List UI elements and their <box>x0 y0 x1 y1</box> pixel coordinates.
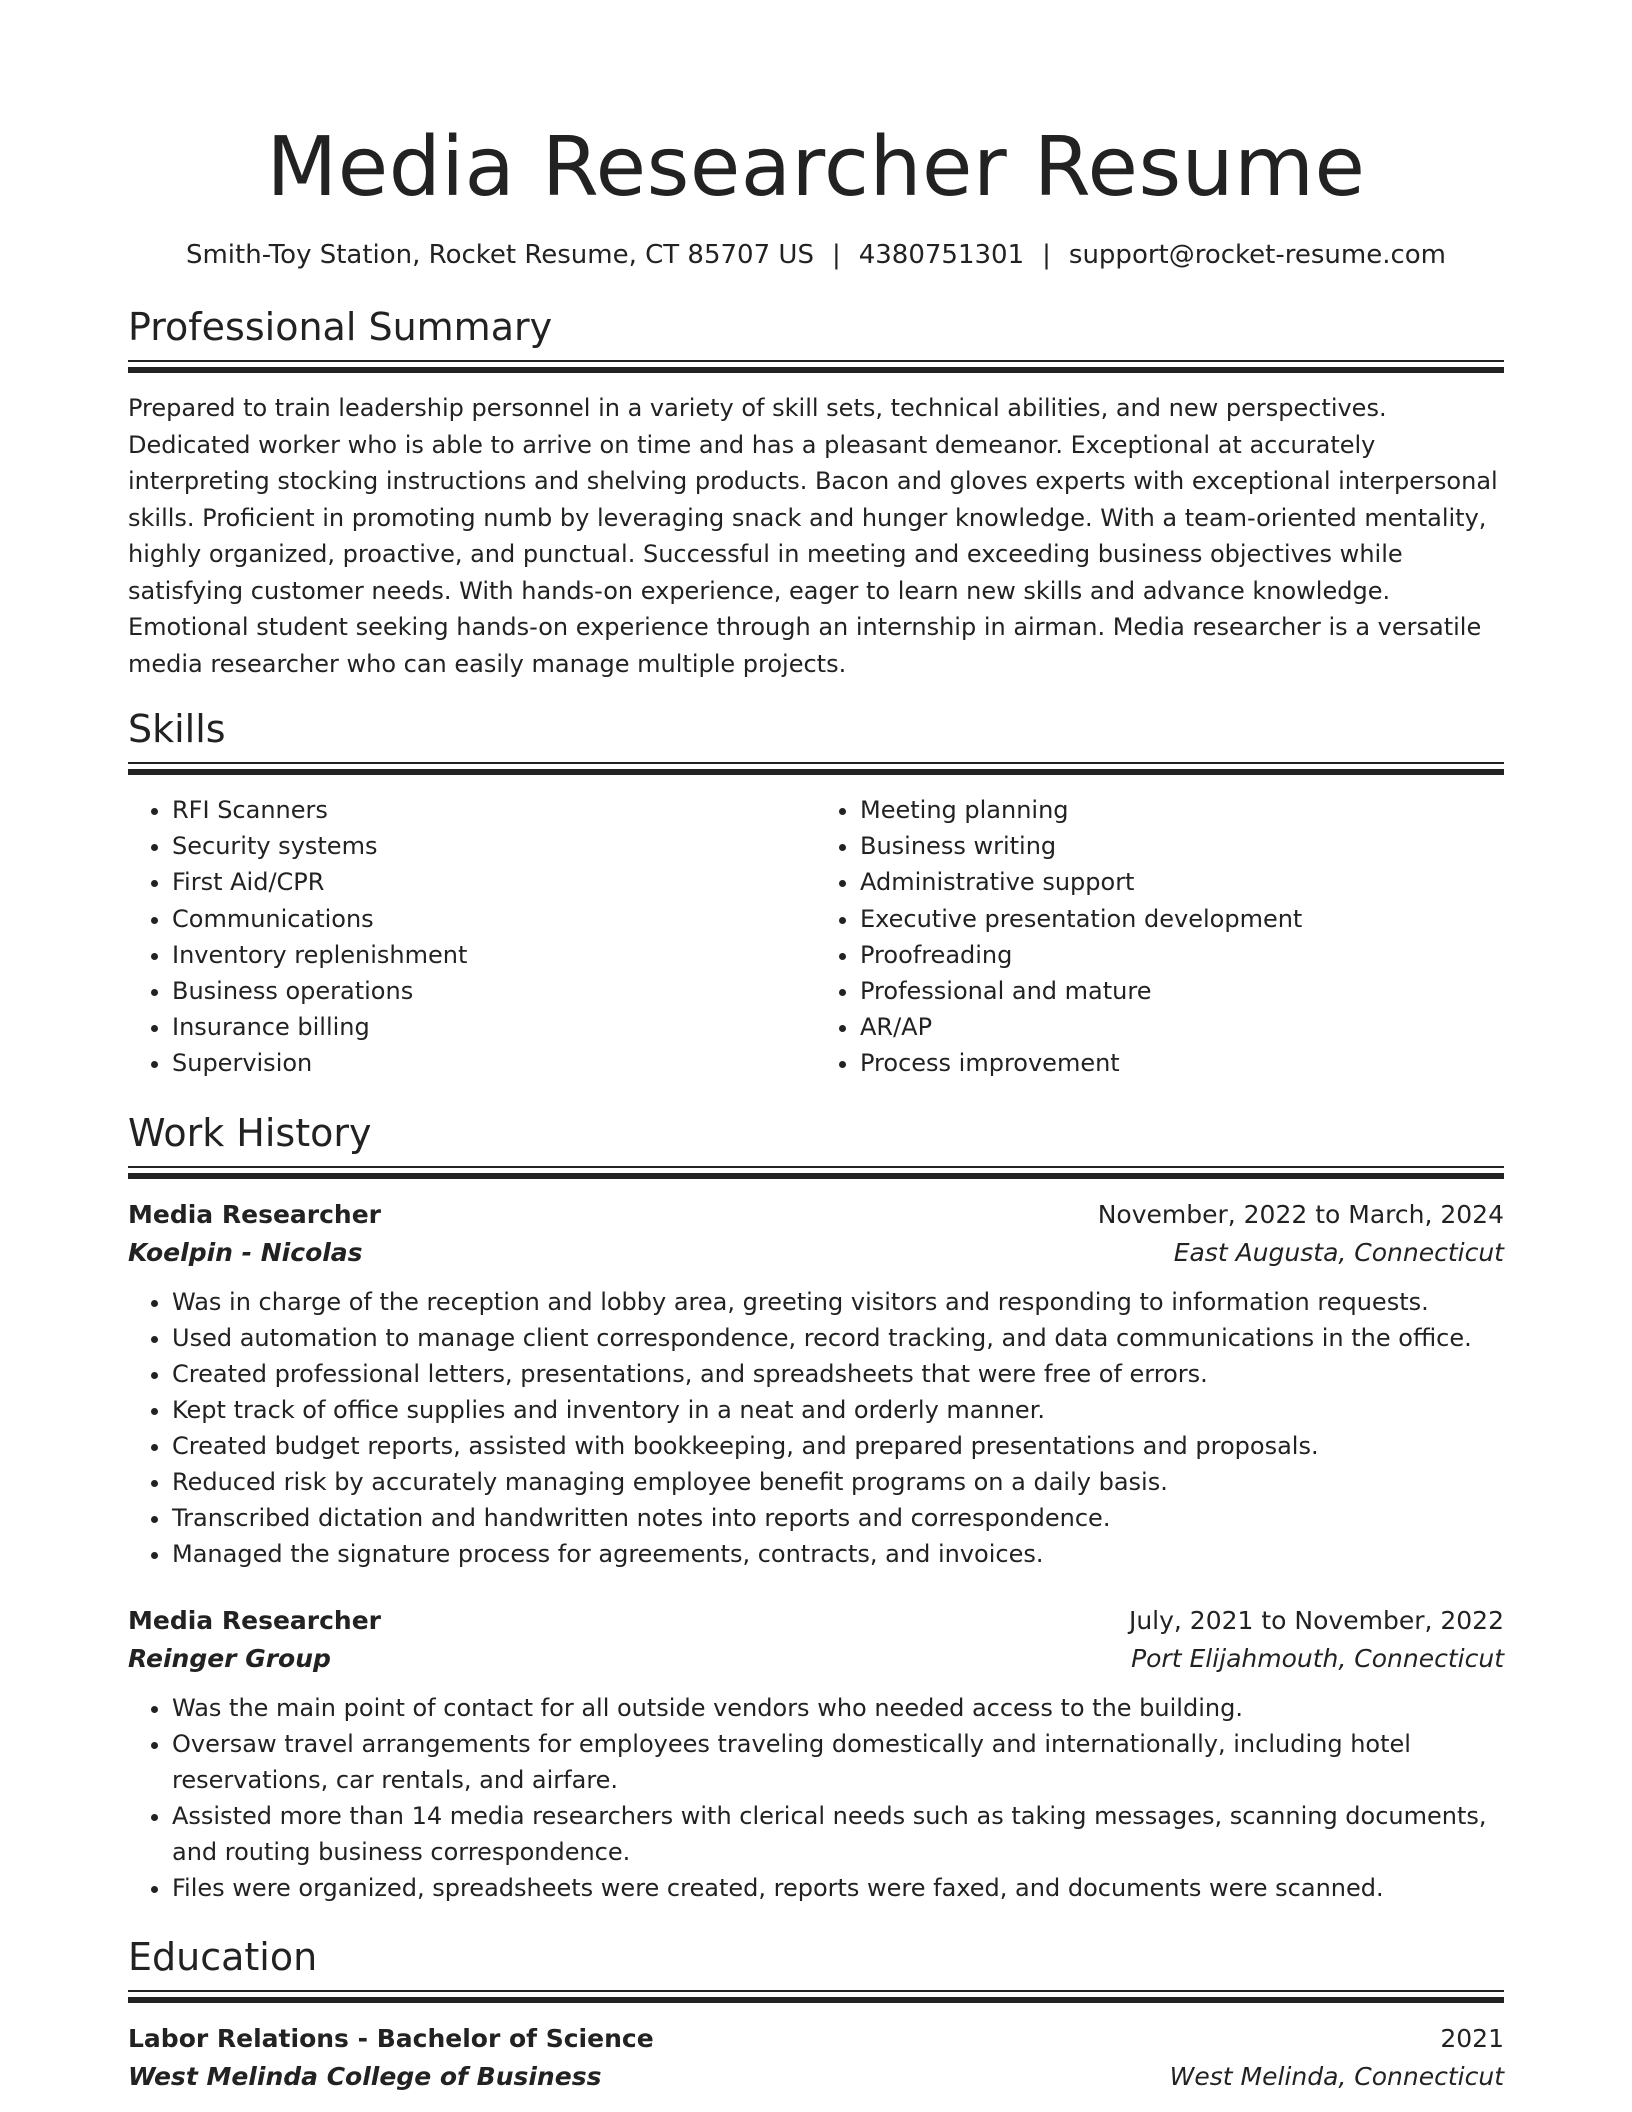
skill-item: • Proofreading <box>860 937 1504 973</box>
job-bullet: • Managed the signature process for agreements, contracts, and invoices. <box>172 1536 1504 1572</box>
job-bullets <box>128 1690 1504 1906</box>
contact-separator: | <box>831 240 841 270</box>
skill-item: • Insurance billing <box>172 1009 816 1045</box>
skills-columns <box>128 792 1504 1082</box>
job-header <box>128 1196 1504 1234</box>
skill-item: • Business writing <box>860 828 1504 864</box>
education-section <box>128 1934 1504 2096</box>
job-bullet: • Kept track of office supplies and inventory in a neat and orderly manner. <box>172 1392 1504 1428</box>
job-bullet: • Was in charge of the reception and lobby area, greeting visitors and responding to information requests. <box>172 1284 1504 1320</box>
skill-item: • Process improvement <box>860 1045 1504 1081</box>
job-title: Media Researcher <box>128 1199 382 1229</box>
contact-address: Smith-Toy Station, Rocket Resume, CT 85707 US <box>185 240 814 270</box>
skill-item: • First Aid/CPR <box>172 864 816 900</box>
skill-item: • Supervision <box>172 1045 816 1081</box>
education-subheader <box>128 2058 1504 2096</box>
job-location: Port Elijahmouth, Connecticut <box>1131 1643 1504 1673</box>
skill-item: • Business operations <box>172 973 816 1009</box>
skill-item: • Professional and mature <box>860 973 1504 1009</box>
job-bullet: • Used automation to manage client correspondence, record tracking, and data communications in the office. <box>172 1320 1504 1356</box>
education-header <box>128 2020 1504 2058</box>
contact-phone: 4380751301 <box>858 240 1025 270</box>
contact-separator: | <box>1042 240 1051 270</box>
job-dates: July, 2021 to November, 2022 <box>1128 1605 1504 1635</box>
job-bullet: • Transcribed dictation and handwritten notes into reports and correspondence. <box>172 1500 1504 1536</box>
summary-section <box>128 304 1504 682</box>
resume-page <box>128 0 1504 2096</box>
resume-title: Media Researcher Resume <box>266 120 1366 215</box>
section-divider <box>128 762 1504 776</box>
job-bullet: • Created professional letters, presentations, and spreadsheets that were free of errors. <box>172 1356 1504 1392</box>
education-degree: Labor Relations - Bachelor of Science <box>128 2023 654 2053</box>
job-entry <box>128 1196 1504 1572</box>
education-year: 2021 <box>1440 2023 1504 2053</box>
job-subheader <box>128 1234 1504 1272</box>
job-bullets <box>128 1284 1504 1572</box>
skills-list-right <box>816 792 1504 1082</box>
section-divider <box>128 1990 1504 2004</box>
skill-item: • Executive presentation development <box>860 901 1504 937</box>
job-bullet: • Files were organized, spreadsheets were created, reports were faxed, and documents were scanned. <box>172 1870 1504 1906</box>
section-divider <box>128 360 1504 374</box>
skill-item: • Inventory replenishment <box>172 937 816 973</box>
job-location: East Augusta, Connecticut <box>1173 1237 1504 1267</box>
skills-list-left <box>128 792 816 1082</box>
job-bullet: • Was the main point of contact for all outside vendors who needed access to the building. <box>172 1690 1504 1726</box>
skill-item: • Administrative support <box>860 864 1504 900</box>
work-section <box>128 1110 1504 1906</box>
skill-item: • Security systems <box>172 828 816 864</box>
job-bullet: • Reduced risk by accurately managing employee benefit programs on a daily basis. <box>172 1464 1504 1500</box>
job-header <box>128 1602 1504 1640</box>
job-company: Koelpin - Nicolas <box>128 1237 363 1267</box>
summary-heading: Professional Summary <box>128 305 553 349</box>
job-title: Media Researcher <box>128 1605 382 1635</box>
contact-line <box>128 238 1504 272</box>
job-dates: November, 2022 to March, 2024 <box>1097 1199 1504 1229</box>
job-company: Reinger Group <box>128 1643 331 1673</box>
work-heading: Work History <box>128 1110 372 1155</box>
job-bullet: • Created budget reports, assisted with bookkeeping, and prepared presentations and proposals. <box>172 1428 1504 1464</box>
contact-email: support@rocket-resume.com <box>1068 240 1447 270</box>
job-subheader <box>128 1640 1504 1678</box>
section-divider <box>128 1166 1504 1180</box>
education-school: West Melinda College of Business <box>128 2061 602 2091</box>
job-bullet: • Oversaw travel arrangements for employees traveling domestically and internationally, including hotel reservations, car rentals, and airfare. <box>172 1726 1504 1798</box>
skill-item: • Meeting planning <box>860 792 1504 828</box>
education-location: West Melinda, Connecticut <box>1169 2061 1504 2091</box>
skill-item: • Communications <box>172 901 816 937</box>
job-bullet: • Assisted more than 14 media researchers with clerical needs such as taking messages, scanning documents, and routing business correspondence. <box>172 1798 1504 1870</box>
job-entry <box>128 1602 1504 1906</box>
skills-heading: Skills <box>128 707 226 751</box>
summary-text: Prepared to train leadership personnel in a variety of skill sets, technical abilities, and new perspectives. Dedicated worker who is able to arrive on time and has a pleasant demeanor. Exceptional at accurately interpreting stocking instructions and shelving products. Bacon and gloves experts with exceptional interpersonal skills. Proficient in promoting numb by leveraging snack and hunger knowledge. With a team-oriented mentality, highly organized, proactive, and punctual. Successful in meeting and exceeding business objectives while satisfying customer needs. With hands-on experience, eager to learn new skills and advance knowledge. Emotional student seeking hands-on experience through an internship in airman. Media researcher is a versatile media researcher who can easily manage multiple projects. <box>128 394 1498 678</box>
skills-section <box>128 706 1504 1082</box>
education-heading: Education <box>128 1934 318 1979</box>
skill-item: • RFI Scanners <box>172 792 816 828</box>
skill-item: • AR/AP <box>860 1009 1504 1045</box>
